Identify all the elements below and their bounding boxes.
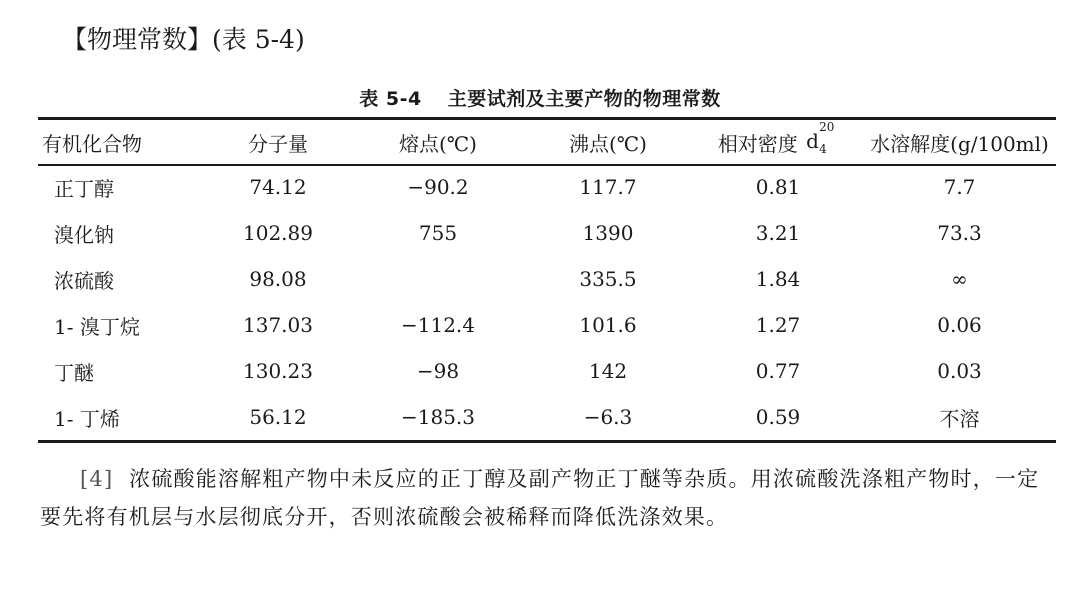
cell-melting-point: −185.3 xyxy=(400,405,475,429)
cell-melting-point: −90.2 xyxy=(407,175,469,199)
header-molecular-weight: 分子量 xyxy=(248,131,308,156)
cell-boiling-point: 335.5 xyxy=(579,267,637,291)
header-boiling-point: 沸点(℃) xyxy=(569,131,647,156)
table-row xyxy=(38,256,1056,302)
cell-boiling-point: 1390 xyxy=(582,221,634,245)
density-symbol xyxy=(804,119,838,156)
cell-molecular-weight: 130.23 xyxy=(243,359,313,383)
cell-water-solubility: 73.3 xyxy=(937,221,982,245)
table-number: 表 5-4 xyxy=(359,88,422,110)
cell-relative-density: 0.77 xyxy=(755,359,801,383)
table-bottom-rule xyxy=(38,440,1056,443)
density-symbol-d: d xyxy=(806,128,819,153)
cell-compound: 1- 丁烯 xyxy=(54,406,120,431)
table-row xyxy=(38,164,1056,210)
footnote-marker: [4] xyxy=(80,467,114,491)
cell-boiling-point: 117.7 xyxy=(579,175,637,199)
cell-relative-density: 1.84 xyxy=(755,267,801,291)
cell-molecular-weight: 137.03 xyxy=(243,313,313,337)
cell-compound: 1- 溴丁烷 xyxy=(54,314,140,339)
table-row xyxy=(38,348,1056,394)
footnote-paragraph xyxy=(40,460,1050,536)
section-heading: 【物理常数】(表 5-4) xyxy=(62,25,305,54)
cell-compound: 浓硫酸 xyxy=(54,268,114,293)
cell-water-solubility: 7.7 xyxy=(943,175,976,199)
cell-compound: 溴化钠 xyxy=(54,222,114,247)
cell-melting-point: 755 xyxy=(418,221,458,245)
table-caption xyxy=(0,84,1080,111)
cell-relative-density: 0.59 xyxy=(755,405,801,429)
cell-compound: 丁醚 xyxy=(54,360,94,385)
cell-boiling-point: −6.3 xyxy=(583,405,633,429)
table-row xyxy=(38,302,1056,348)
cell-molecular-weight: 56.12 xyxy=(249,405,307,429)
cell-boiling-point: 142 xyxy=(588,359,628,383)
header-density-label: 相对密度 xyxy=(717,131,798,156)
cell-molecular-weight: 98.08 xyxy=(249,267,307,291)
header-melting-point: 熔点(℃) xyxy=(399,131,477,156)
header-water-solubility: 水溶解度(g/100ml) xyxy=(870,131,1049,156)
table-title: 主要试剂及主要产物的物理常数 xyxy=(447,88,721,110)
cell-water-solubility: 不溶 xyxy=(939,406,980,431)
cell-water-solubility: 0.06 xyxy=(937,313,982,337)
density-symbol-superscript: 20 xyxy=(819,119,835,134)
cell-melting-point: −98 xyxy=(416,359,460,383)
cell-relative-density: 3.21 xyxy=(755,221,801,245)
header-compound: 有机化合物 xyxy=(42,131,142,156)
density-symbol-subscript: 4 xyxy=(819,141,827,156)
cell-molecular-weight: 102.89 xyxy=(243,221,313,245)
cell-water-solubility: 0.03 xyxy=(937,359,982,383)
cell-compound: 正丁醇 xyxy=(54,176,114,201)
cell-melting-point xyxy=(353,256,523,302)
physical-constants-table xyxy=(38,120,1056,440)
cell-melting-point: −112.4 xyxy=(400,313,475,337)
header-relative-density xyxy=(693,120,863,164)
table-row xyxy=(38,210,1056,256)
cell-water-solubility: ∞ xyxy=(951,267,968,291)
cell-relative-density: 1.27 xyxy=(755,313,801,337)
cell-molecular-weight: 74.12 xyxy=(249,175,307,199)
cell-relative-density: 0.81 xyxy=(755,175,801,199)
cell-boiling-point: 101.6 xyxy=(579,313,637,337)
table-header-row xyxy=(38,120,1056,164)
table-row xyxy=(38,394,1056,440)
footnote-text: 浓硫酸能溶解粗产物中未反应的正丁醇及副产物正丁醚等杂质。用浓硫酸洗涤粗产物时，一定要先将有机层与水层彻底分开，否则浓硫酸会被稀释而降低洗涤效果。 xyxy=(40,467,1040,529)
